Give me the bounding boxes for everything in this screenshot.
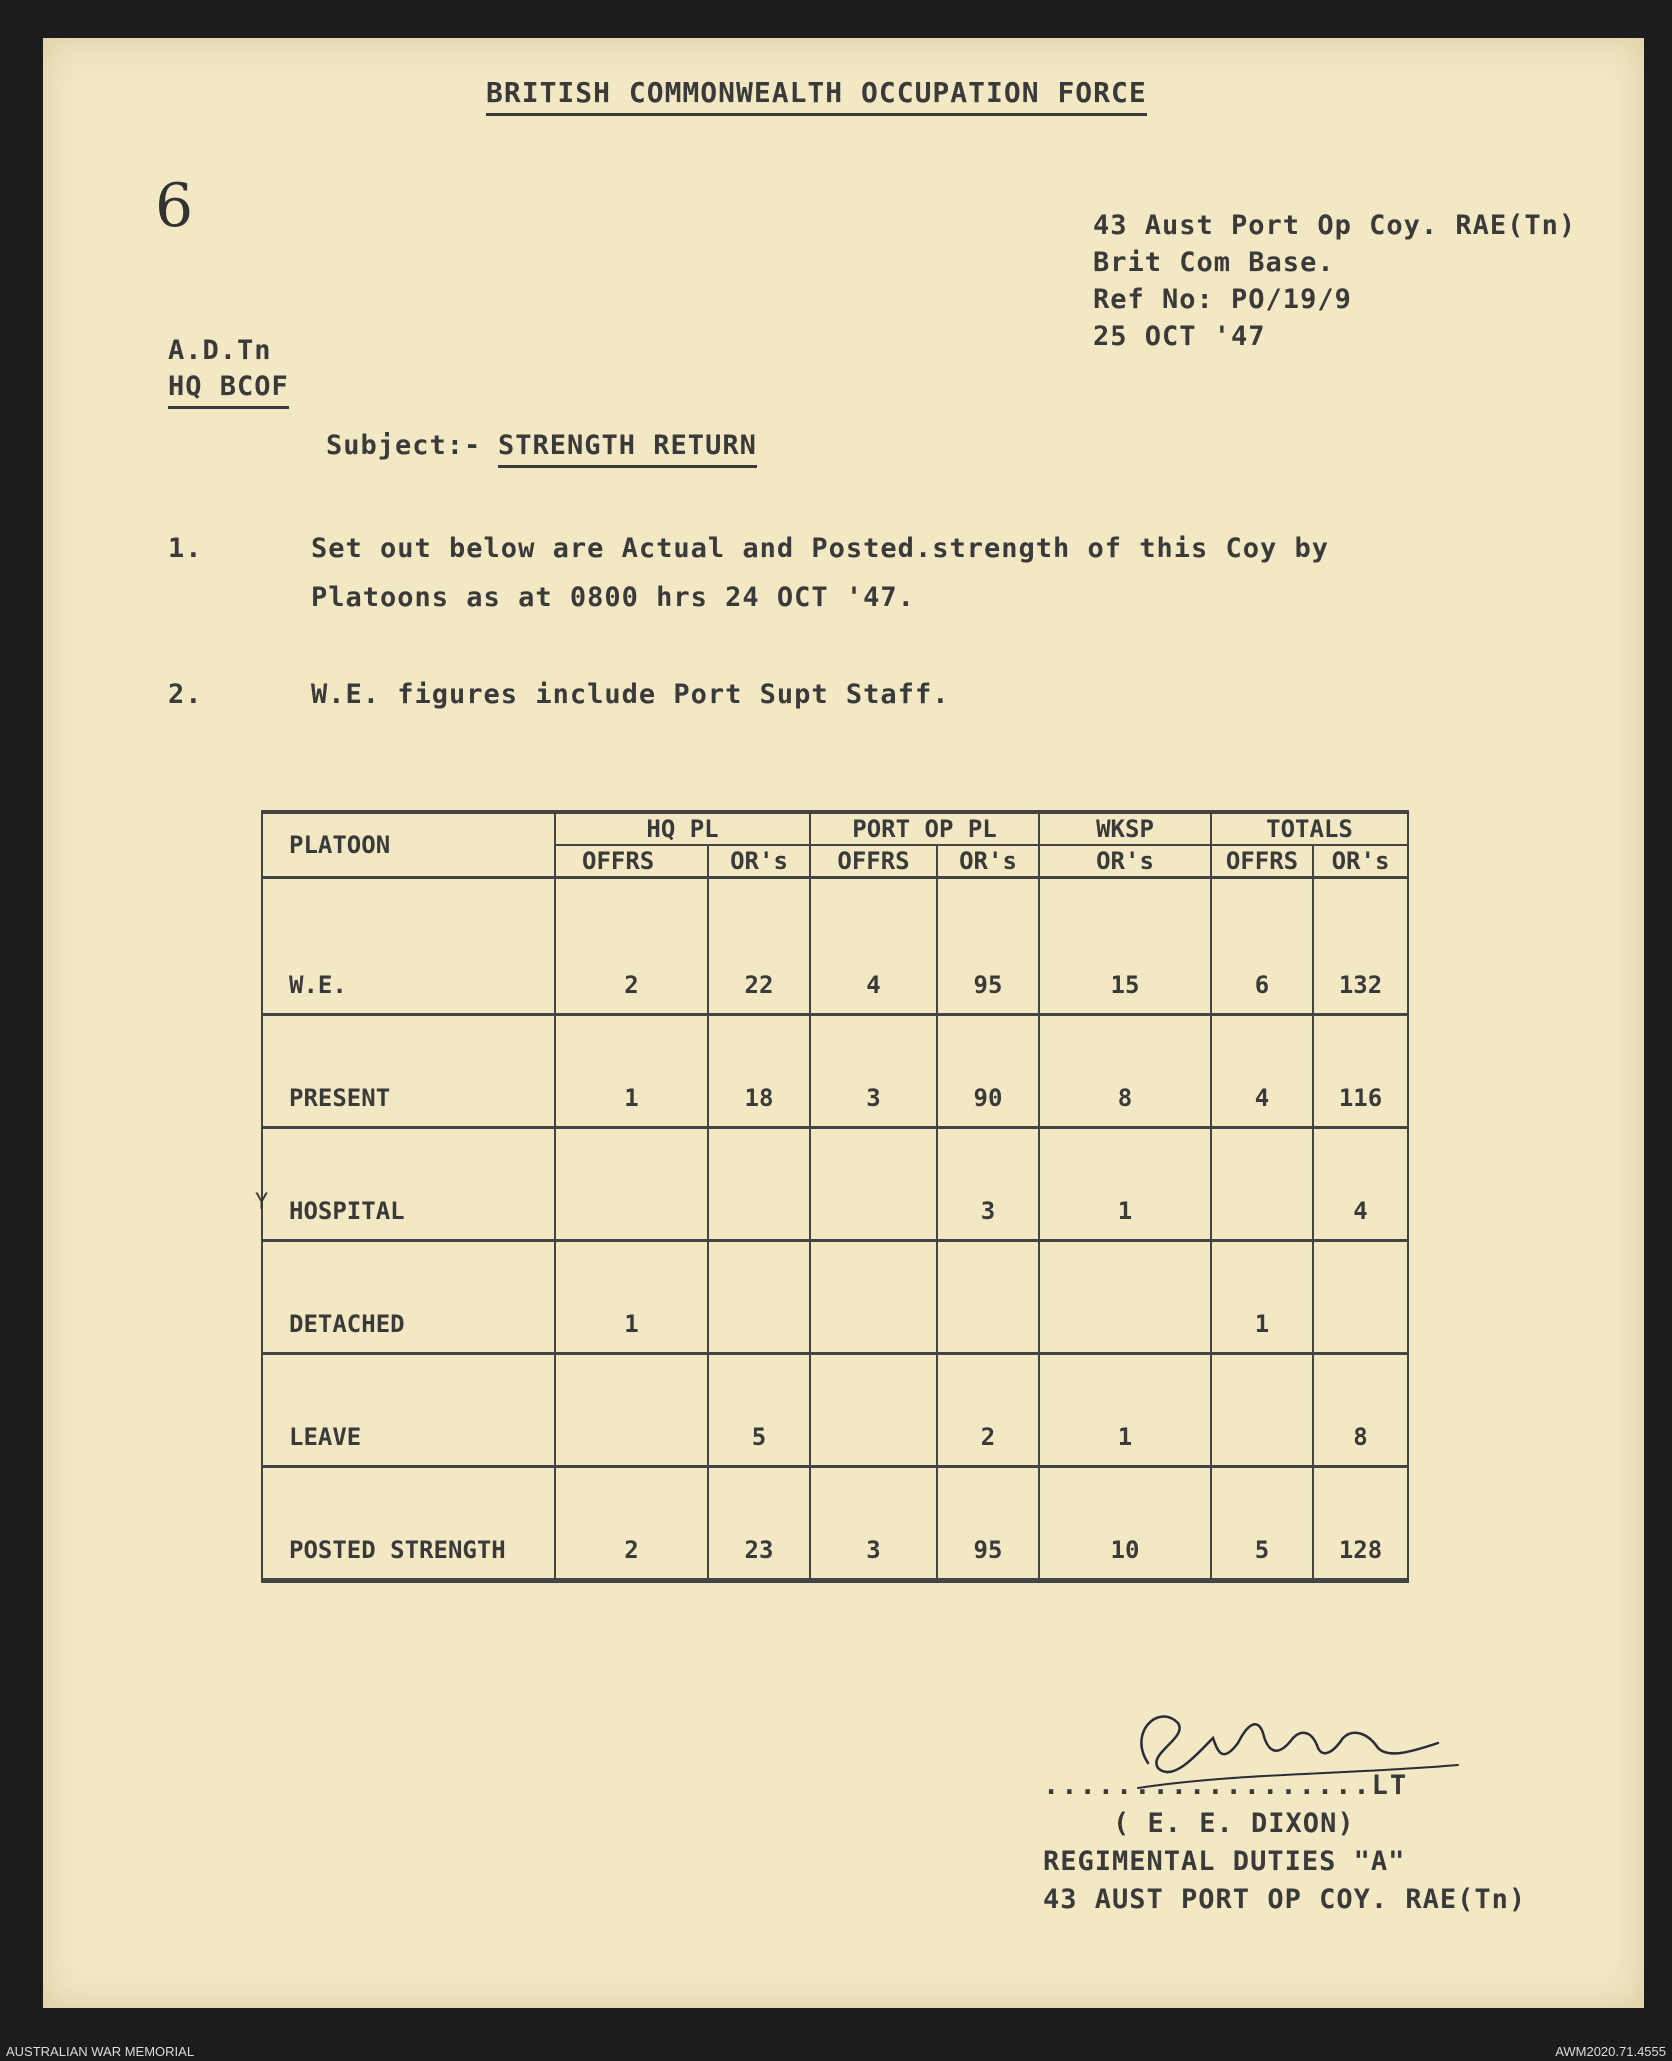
document-page [43, 38, 1644, 2008]
platoon-header: PLATOON [262, 812, 555, 878]
table-cell: 2 [555, 878, 708, 1015]
paragraph-1-line-1: Set out below are Actual and Posted.strength of this Coy by [311, 533, 1330, 564]
row-label: POSTED STRENGTH [262, 1467, 555, 1581]
table-cell: 95 [937, 878, 1039, 1015]
table-cell: 2 [555, 1467, 708, 1581]
row-label: DETACHED [262, 1241, 555, 1354]
table-header-groups [262, 812, 1408, 845]
group-header-hq-pl: HQ PL [555, 812, 810, 845]
subheader: OR's [1039, 845, 1211, 878]
table-cell: 4 [1211, 1015, 1313, 1128]
footer-archive-name: AUSTRALIAN WAR MEMORIAL [6, 2044, 195, 2059]
row-label: PRESENT [262, 1015, 555, 1128]
sender-line-2: Brit Com Base. [1093, 247, 1335, 278]
group-header-wksp: WKSP [1039, 812, 1211, 845]
table-cell: 1 [1211, 1241, 1313, 1354]
row-label: LEAVE [262, 1354, 555, 1467]
group-header-totals: TOTALS [1211, 812, 1408, 845]
table-cell: 2 [937, 1354, 1039, 1467]
table-cell: 1 [1039, 1128, 1211, 1241]
table-cell [1039, 1241, 1211, 1354]
table-cell: 3 [810, 1015, 937, 1128]
table-cell: 6 [1211, 878, 1313, 1015]
table-cell: 1 [555, 1015, 708, 1128]
table-cell [1313, 1241, 1408, 1354]
paragraph-2-line-1: W.E. figures include Port Supt Staff. [311, 679, 950, 710]
table-cell [1211, 1128, 1313, 1241]
table-cell [810, 1354, 937, 1467]
subheader: OR's [937, 845, 1039, 878]
document-heading: BRITISH COMMONWEALTH OCCUPATION FORCE [486, 76, 1147, 116]
sender-line-1: 43 Aust Port Op Coy. RAE(Tn) [1093, 210, 1577, 241]
table-row [262, 1015, 1408, 1128]
signatory-role: REGIMENTAL DUTIES "A" [1043, 1846, 1406, 1877]
table-cell: 128 [1313, 1467, 1408, 1581]
table-cell: 5 [1211, 1467, 1313, 1581]
paragraph-2-number: 2. [168, 679, 203, 710]
table-row [262, 1467, 1408, 1581]
footer-accession-number: AWM2020.71.4555 [1555, 2044, 1666, 2059]
table-row [262, 1128, 1408, 1241]
addressee-line-1: A.D.Tn [168, 335, 272, 366]
subject-value: STRENGTH RETURN [498, 430, 757, 468]
table-cell [1211, 1354, 1313, 1467]
table-cell: 4 [1313, 1128, 1408, 1241]
table-cell [810, 1128, 937, 1241]
table-cell: 8 [1039, 1015, 1211, 1128]
table-cell: 5 [708, 1354, 810, 1467]
sender-date: 25 OCT '47 [1093, 321, 1266, 352]
paragraph-1-number: 1. [168, 533, 203, 564]
addressee-line-2: HQ BCOF [168, 371, 289, 409]
table-cell: 10 [1039, 1467, 1211, 1581]
table-cell: 132 [1313, 878, 1408, 1015]
table-row [262, 878, 1408, 1015]
sender-ref: Ref No: PO/19/9 [1093, 284, 1352, 315]
row-label: HOSPITAL [262, 1128, 555, 1241]
row-label: W.E. [262, 878, 555, 1015]
subheader: OR's [1313, 845, 1408, 878]
table-cell: 3 [937, 1128, 1039, 1241]
subheader: OFFRS [810, 845, 937, 878]
table-cell: 15 [1039, 878, 1211, 1015]
table-cell [708, 1128, 810, 1241]
table-cell: 116 [1313, 1015, 1408, 1128]
signatory-name: ( E. E. DIXON) [1113, 1808, 1355, 1839]
table-cell: 90 [937, 1015, 1039, 1128]
subject-label: Subject:- [326, 430, 482, 461]
table-cell: 18 [708, 1015, 810, 1128]
table-cell [937, 1241, 1039, 1354]
group-header-port-op-pl: PORT OP PL [810, 812, 1039, 845]
table-cell: 1 [555, 1241, 708, 1354]
paragraph-1-line-2: Platoons as at 0800 hrs 24 OCT '47. [311, 582, 915, 613]
table-cell [810, 1241, 937, 1354]
table-cell: 95 [937, 1467, 1039, 1581]
subheader: OFFRS [1211, 845, 1313, 878]
table-cell: 1 [1039, 1354, 1211, 1467]
table-cell [555, 1128, 708, 1241]
table-row [262, 1241, 1408, 1354]
strength-return-table [261, 810, 1409, 1583]
subheader: OR's [708, 845, 810, 878]
signatory-unit: 43 AUST PORT OP COY. RAE(Tn) [1043, 1884, 1527, 1915]
signature-dotted-line: ..................LT [1043, 1770, 1409, 1801]
margin-mark: 6 [155, 171, 194, 241]
table-cell: 4 [810, 878, 937, 1015]
table-cell [708, 1241, 810, 1354]
table-cell: 22 [708, 878, 810, 1015]
table-side-mark: Y [255, 1190, 270, 1215]
table-cell: 23 [708, 1467, 810, 1581]
table-cell [555, 1354, 708, 1467]
table-row [262, 1354, 1408, 1467]
subheader: OFFRS [555, 845, 708, 878]
table-cell: 8 [1313, 1354, 1408, 1467]
table-cell: 3 [810, 1467, 937, 1581]
